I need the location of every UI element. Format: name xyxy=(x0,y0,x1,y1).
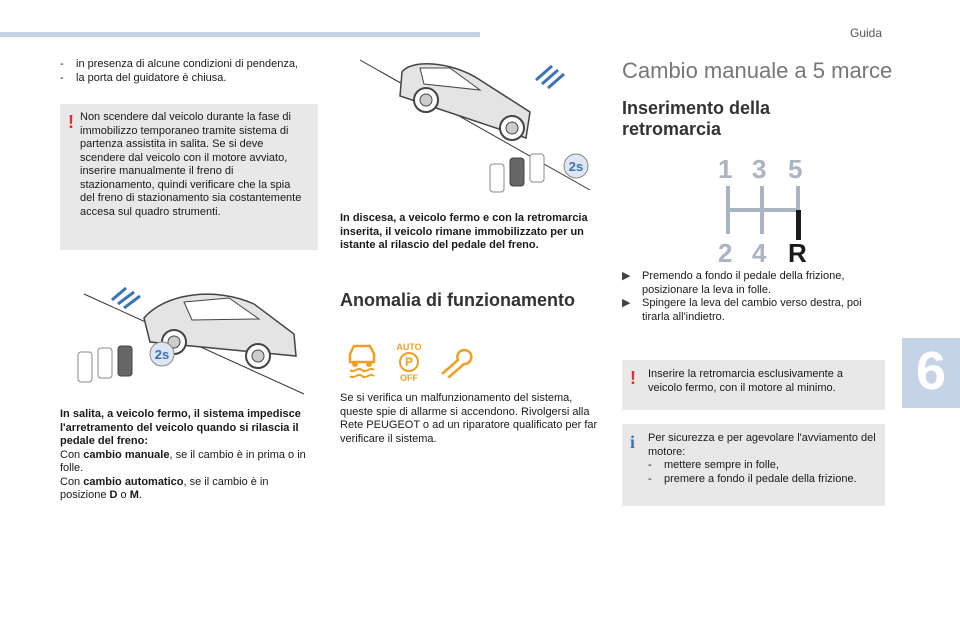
wrench-icon xyxy=(438,348,474,378)
malfunction-heading: Anomalia di funzionamento xyxy=(340,290,576,310)
timer-badge: 2s xyxy=(568,159,584,174)
info-box xyxy=(622,424,885,506)
info-icon: i xyxy=(630,432,636,452)
warning-icon: ! xyxy=(68,112,74,132)
list-item: - in presenza di alcune condizioni di pendenza, xyxy=(60,58,298,70)
middle-caption: In discesa, a veicolo fermo e con la retromarcia inserita, il veicolo rimane immobilizzato per un istante al rilascio del pedale del freno. xyxy=(340,212,588,251)
info-text: Per sicurezza e per agevolare l'avviamento del motore: - mettere sempre in folle, - premere a fondo il pedale della frizione. xyxy=(648,432,880,486)
gear-4: 4 xyxy=(752,238,767,268)
auto-p-off-icon: AUTO P OFF xyxy=(396,342,422,383)
header-bar xyxy=(0,32,480,37)
list-item: ▶ Spingere la leva del cambio verso destra, poi tirarla all'indietro. xyxy=(622,297,862,323)
left-caption xyxy=(60,408,315,503)
gear-diagram xyxy=(712,154,812,268)
malfunction-text: Se si verifica un malfunzionamento del sistema, queste spie di allarme si accendono. Rivolgersi alla Rete PEUGEOT o ad un riparatore qualificato per far verificare il sistema. xyxy=(340,392,598,445)
warning-icon: ! xyxy=(630,368,636,388)
page-title: Cambio manuale a 5 marce xyxy=(622,58,893,83)
gear-3: 3 xyxy=(752,154,767,184)
warning-box xyxy=(60,104,318,250)
warning-box xyxy=(622,360,885,410)
reverse-heading: Inserimento della retromarcia xyxy=(622,98,771,139)
left-bullets xyxy=(60,58,310,85)
reverse-steps xyxy=(622,270,884,324)
caption-automatic: Con cambio automatico, se il cambio è in posizione D o M. xyxy=(60,475,269,501)
pedal-icon xyxy=(78,346,132,382)
list-item: - premere a fondo il pedale della frizione. xyxy=(648,472,857,485)
gear-reverse: R xyxy=(788,238,807,268)
warning-text: Non scendere dal veicolo durante la fase di immobilizzo temporaneo tramite sistema di partenza assistita in salita. Se si deve scendere dal veicolo con il motore avviato, inserire manualmente il freno di stazionamento, quindi verificare che la spia del freno di stazionamento sia costantemente accesa sul quadro strumenti. xyxy=(80,111,302,218)
arrow-step-icon: ▶ xyxy=(622,270,631,282)
car-uphill-icon xyxy=(64,264,316,400)
gear-2: 2 xyxy=(718,238,733,268)
list-item: ▶ Premendo a fondo il pedale della frizione, posizionare la leva in folle. xyxy=(622,270,845,296)
list-item: - la porta del guidatore è chiusa. xyxy=(60,71,227,84)
car-downhill-icon xyxy=(340,40,602,200)
chapter-number: 6 xyxy=(915,341,947,401)
gear-1: 1 xyxy=(718,154,733,184)
caption-heading: In salita, a veicolo fermo, il sistema impedisce l'arretramento del veicolo quando si rilascia il pedale del freno: xyxy=(60,408,301,447)
timer-badge: 2s xyxy=(154,347,170,362)
warning-text: Inserire la retromarcia esclusivamente a veicolo fermo, con il motore al minimo. xyxy=(648,368,844,394)
gear-5: 5 xyxy=(788,154,803,184)
esp-warning-icon xyxy=(344,340,380,380)
caption-manual: Con cambio manuale, se il cambio è in prima o in folle. xyxy=(60,448,306,474)
section-label: Guida xyxy=(850,26,883,40)
list-item: - mettere sempre in folle, xyxy=(648,459,779,471)
arrow-step-icon: ▶ xyxy=(622,297,631,309)
